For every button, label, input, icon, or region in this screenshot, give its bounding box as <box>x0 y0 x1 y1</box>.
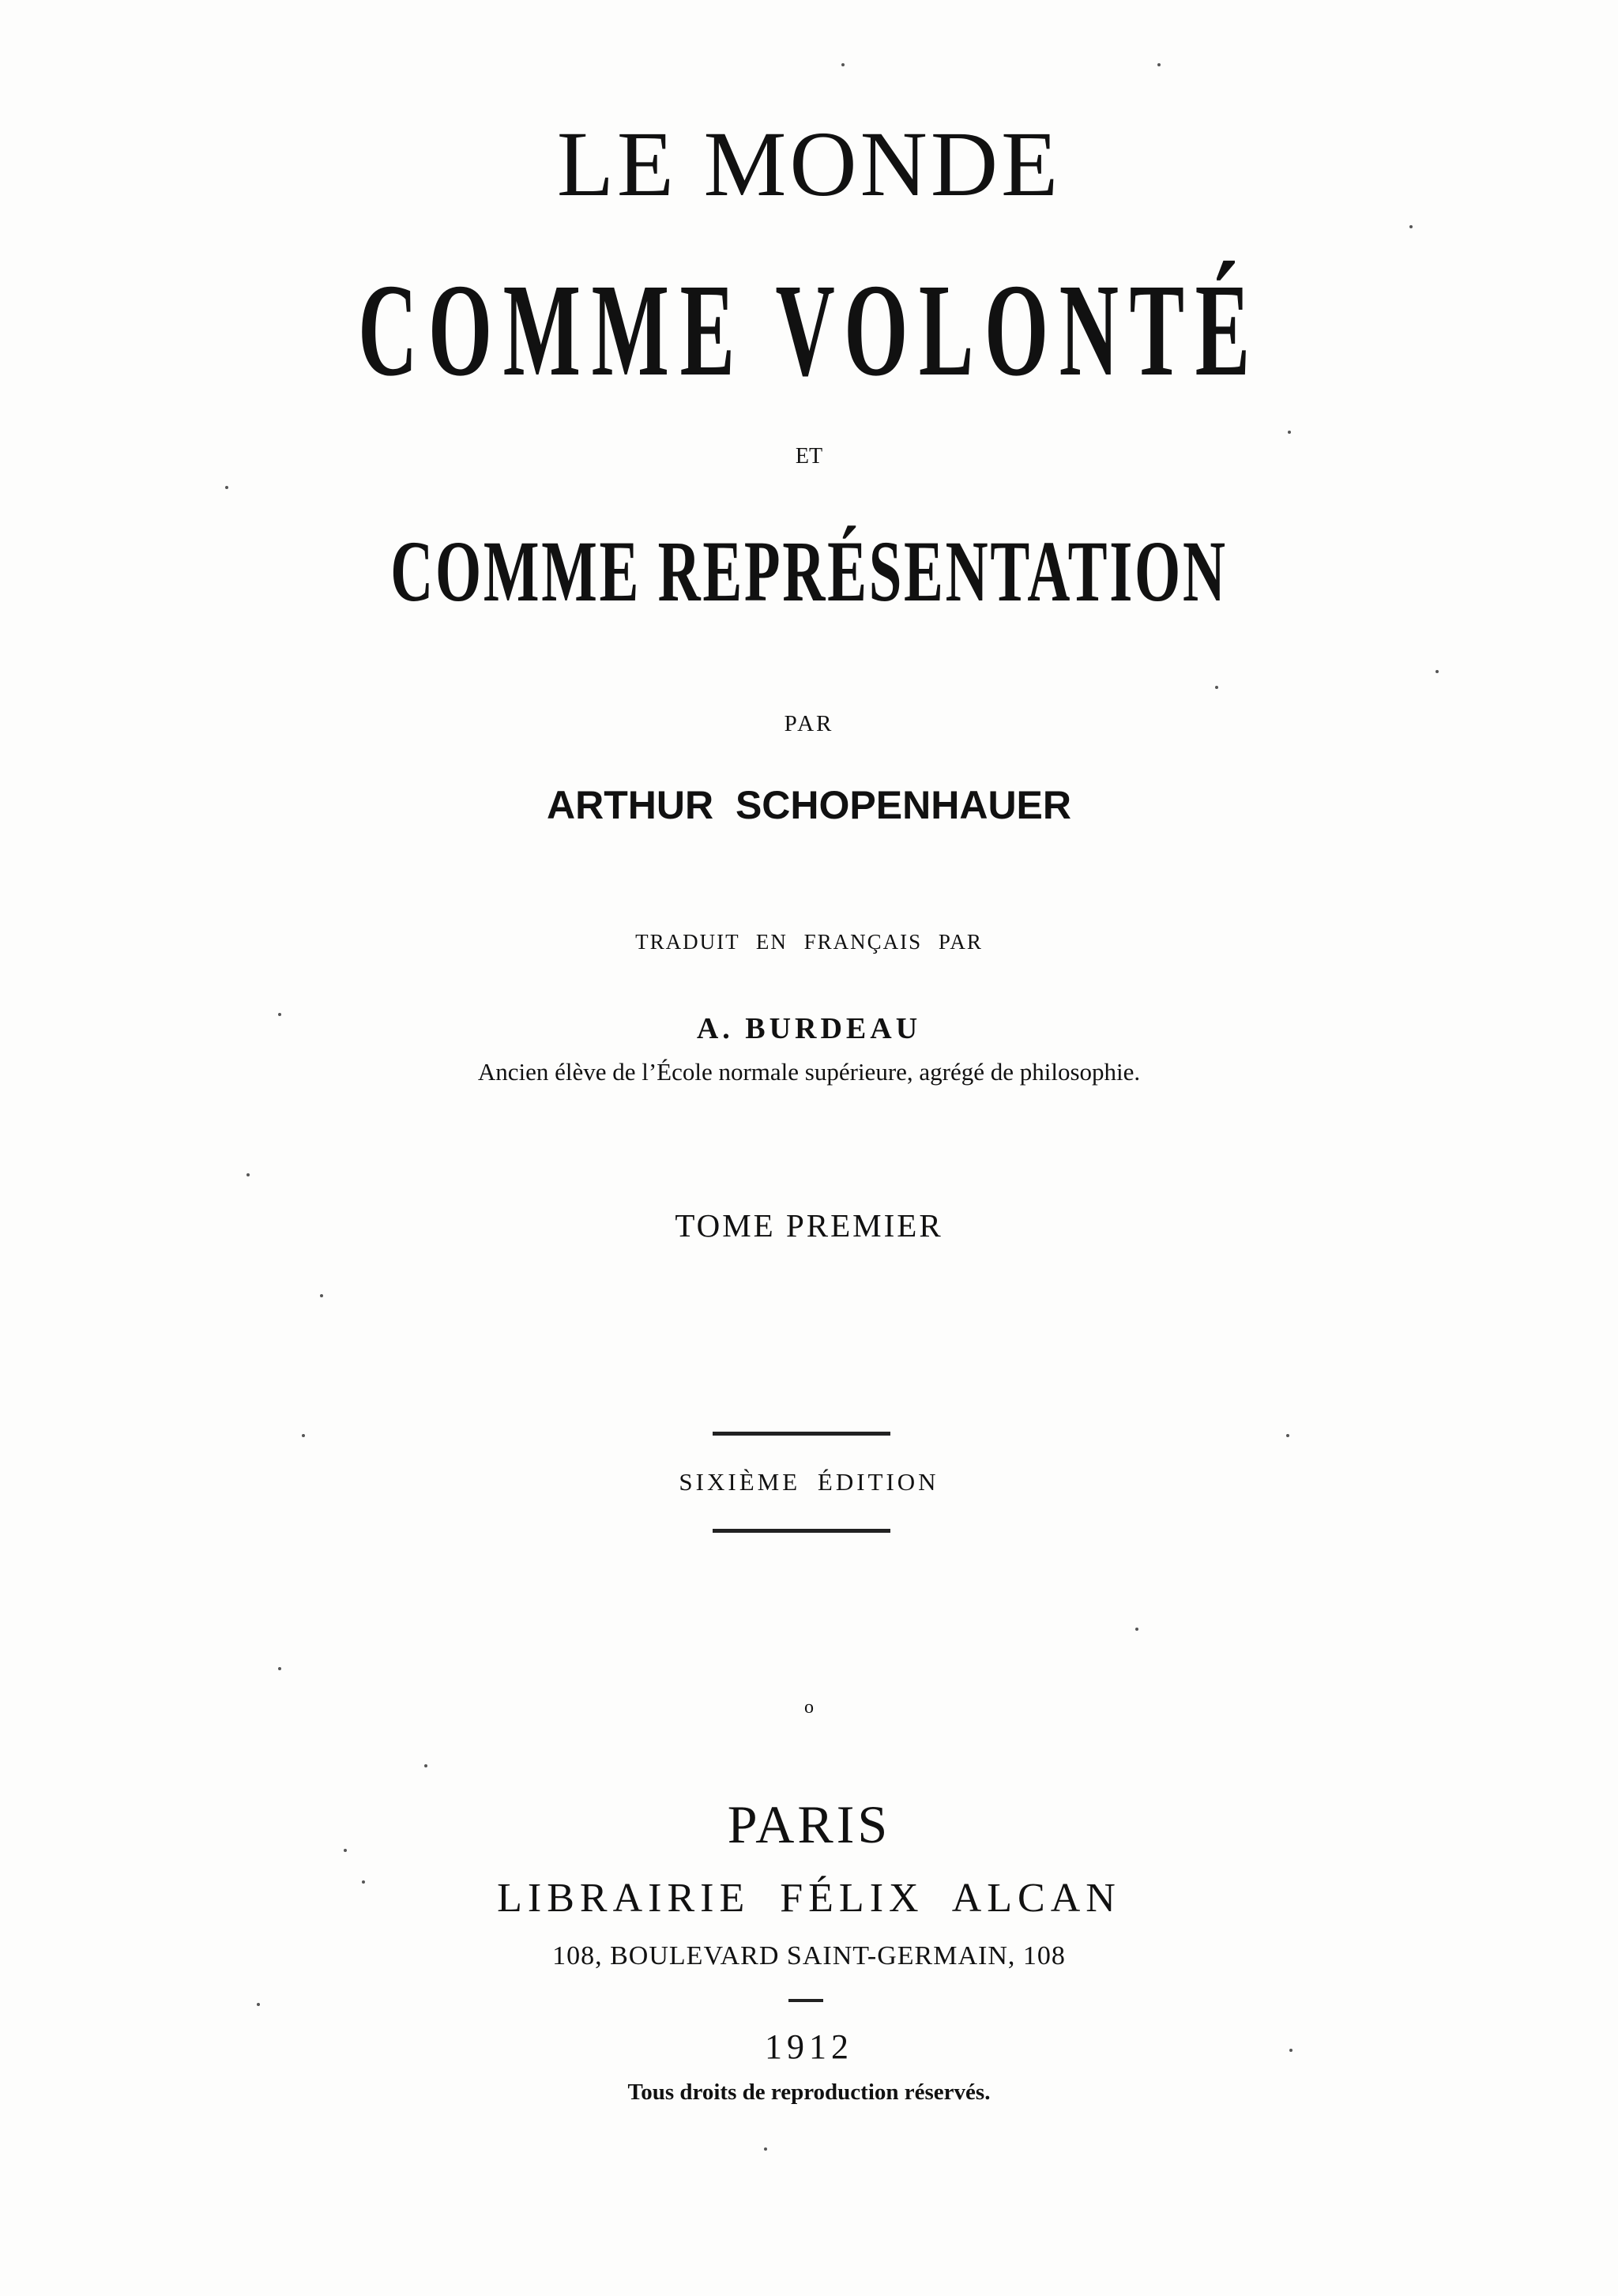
translator-credentials: Ancien élève de l’École normale supérieure, agrégé de philosophie. <box>477 1058 1141 1086</box>
title-line-comme-representation-wrap <box>0 521 1618 622</box>
translated-by-label: TRADUIT EN FRANÇAIS PAR <box>635 930 983 954</box>
scan-speck <box>1135 1628 1138 1631</box>
scan-speck <box>1288 431 1291 434</box>
scan-speck <box>302 1434 305 1437</box>
scan-speck <box>1436 670 1439 673</box>
scan-speck <box>1409 225 1413 228</box>
scan-speck <box>1286 1434 1289 1437</box>
scan-speck <box>278 1013 281 1016</box>
title-line-comme-representation: COMME REPRÉSENTATION <box>390 523 1228 619</box>
translator-name: A. BURDEAU <box>696 1012 922 1045</box>
scan-speck <box>344 1849 347 1852</box>
scan-speck <box>1157 63 1161 66</box>
edition-rule-top <box>713 1432 890 1436</box>
title-line-le-monde: LE MONDE <box>556 112 1062 216</box>
address-rule <box>788 1999 823 2002</box>
rights-notice: Tous droits de reproduction réservés. <box>627 2080 991 2105</box>
scan-speck <box>841 63 845 66</box>
edition-label: SIXIÈME ÉDITION <box>679 1468 939 1496</box>
scan-speck <box>362 1880 365 1884</box>
publisher-name: LIBRAIRIE FÉLIX ALCAN <box>497 1876 1121 1921</box>
edition-rule-bottom <box>713 1529 890 1533</box>
by-label: PAR <box>784 711 834 736</box>
author-name: ARTHUR SCHOPENHAUER <box>546 783 1072 827</box>
conjunction-et: ET <box>795 444 823 469</box>
publisher-address: 108, BOULEVARD SAINT-GERMAIN, 108 <box>552 1941 1066 1970</box>
title-line-comme-volonte: COMME VOLONTÉ <box>357 257 1261 404</box>
title-line-comme-volonte-wrap <box>0 254 1618 407</box>
scan-speck <box>424 1764 427 1767</box>
ornament-mark: o <box>804 1697 814 1718</box>
scan-speck <box>1215 686 1218 689</box>
scan-speck <box>225 486 228 489</box>
publication-year: 1912 <box>765 2027 853 2066</box>
publisher-city: PARIS <box>727 1794 891 1854</box>
scan-speck <box>278 1667 281 1670</box>
volume-label: TOME PREMIER <box>675 1207 943 1244</box>
scan-speck <box>257 2003 260 2006</box>
scan-speck <box>320 1294 323 1297</box>
scan-speck <box>246 1173 250 1176</box>
scan-speck <box>1289 2049 1293 2052</box>
scan-speck <box>764 2147 767 2151</box>
